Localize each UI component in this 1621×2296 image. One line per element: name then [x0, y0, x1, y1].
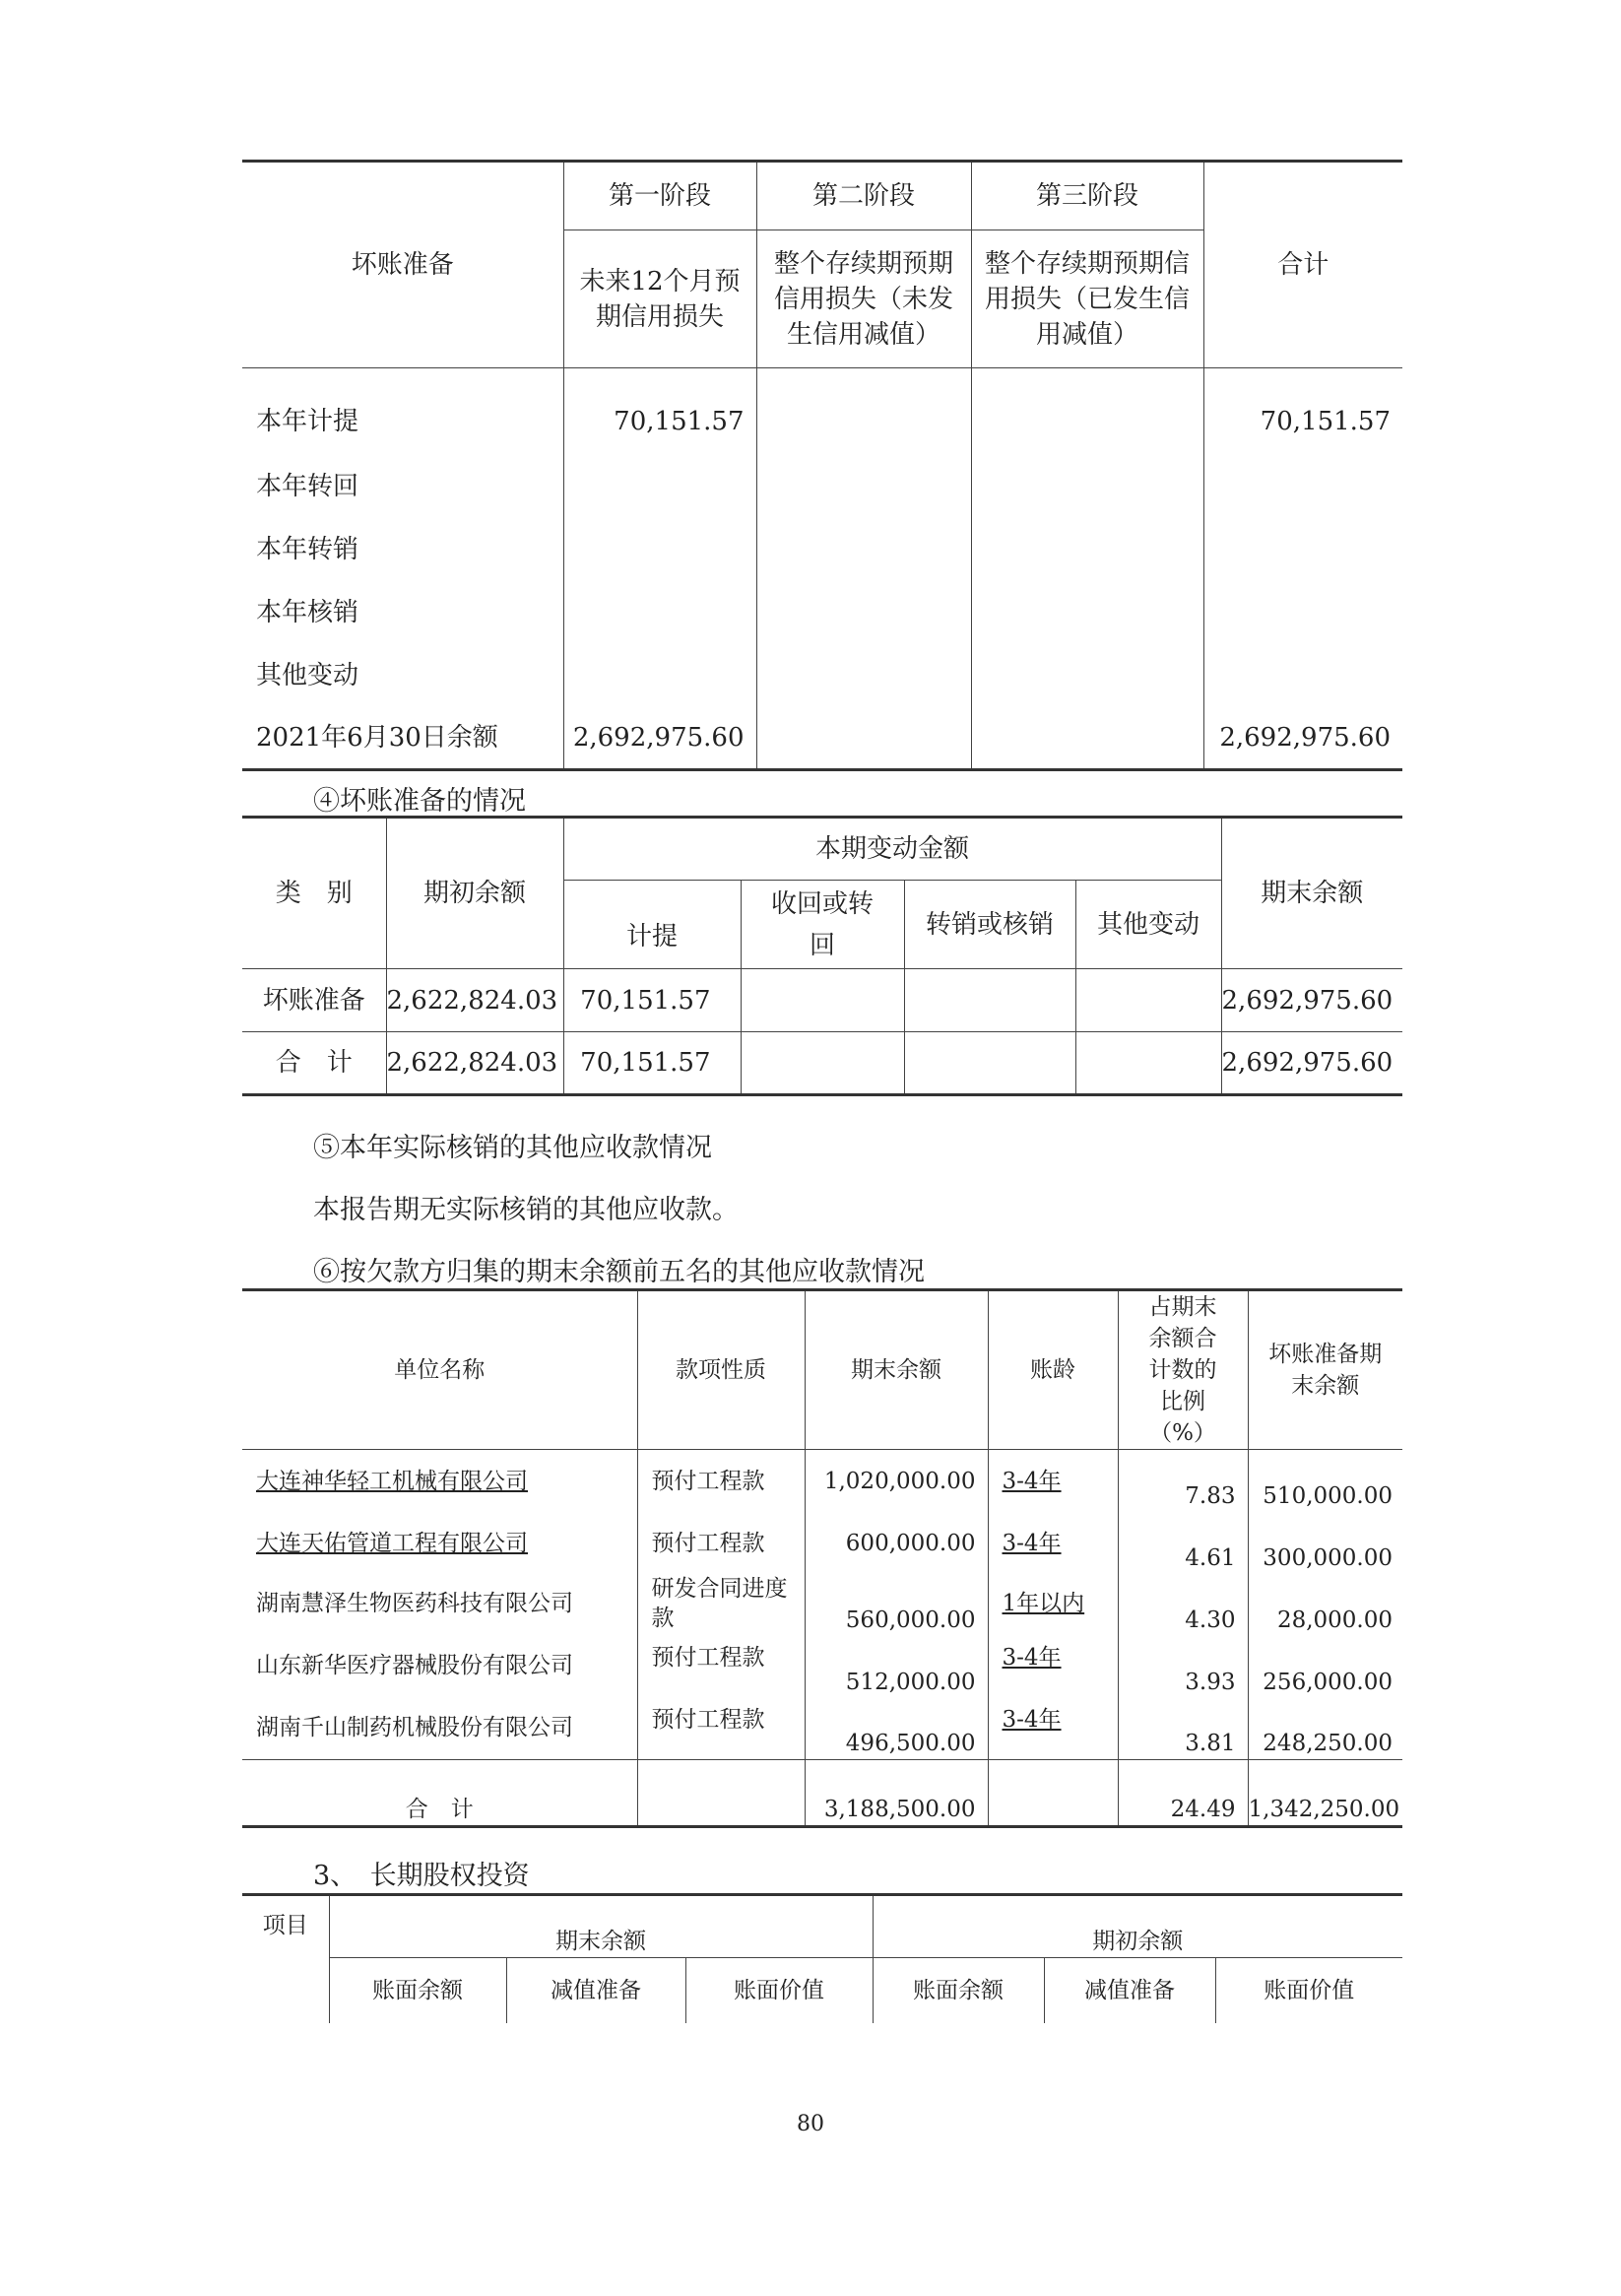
cell-ratio: 4.30	[1118, 1574, 1248, 1636]
cell-nature: 预付工程款	[637, 1512, 805, 1574]
cell-s3	[971, 368, 1203, 455]
header-opening: 期初余额	[873, 1895, 1402, 1958]
header-other: 其他变动	[1075, 881, 1221, 969]
cell-nature: 研发合同进度款	[637, 1574, 805, 1636]
cell-name: 湖南千山制药机械股份有限公司	[242, 1698, 637, 1760]
total-balance: 3,188,500.00	[805, 1760, 988, 1827]
header-stage1: 第一阶段	[563, 162, 756, 230]
cell-provision: 248,250.00	[1263, 1731, 1393, 1756]
cell-ratio: 7.83	[1118, 1450, 1248, 1512]
cell-accrual: 70,151.57	[563, 1032, 741, 1095]
cell-aging: 1年以内	[988, 1574, 1118, 1636]
cell-recovery	[741, 1032, 904, 1095]
header-stage3: 第三阶段	[971, 162, 1203, 230]
cell-balance: 560,000.00	[805, 1574, 988, 1636]
cell-name: 湖南慧泽生物医药科技有限公司	[242, 1574, 637, 1636]
header-opening-impairment: 减值准备	[1044, 1958, 1215, 2023]
cell-recovery	[741, 969, 904, 1032]
header-opening-book-balance: 账面余额	[873, 1958, 1044, 2023]
cell-s2	[756, 455, 971, 518]
page-number: 80	[797, 2112, 824, 2136]
header-writeoff: 转销或核销	[904, 881, 1075, 969]
cell-name: 大连神华轻工机械有限公司	[242, 1450, 637, 1512]
cell-s1	[563, 644, 756, 707]
cell-ratio: 3.81	[1118, 1698, 1248, 1760]
cell-s3	[971, 455, 1203, 518]
cell-total: 2,692,975.60	[1219, 722, 1391, 753]
cell-s2	[756, 707, 971, 770]
cell-writeoff	[904, 1032, 1075, 1095]
cell-aging: 3-4年	[988, 1636, 1118, 1698]
section3-title: 3、 长期股权投资	[313, 1861, 530, 1891]
cell-balance: 496,500.00	[805, 1698, 988, 1760]
cell-accrual: 70,151.57	[563, 969, 741, 1032]
cell-name: 山东新华医疗器械股份有限公司	[242, 1636, 637, 1698]
row-label: 本年计提	[242, 368, 563, 455]
header-item: 项目	[242, 1895, 329, 2023]
section6-title: ⑥按欠款方归集的期末余额前五名的其他应收款情况	[313, 1257, 925, 1287]
cell-aging: 3-4年	[988, 1698, 1118, 1760]
cell-s3	[971, 644, 1203, 707]
cell-s2	[756, 581, 971, 644]
cell-balance: 600,000.00	[805, 1512, 988, 1574]
total-nature	[637, 1760, 805, 1827]
cell-closing: 2,692,975.60	[1221, 985, 1394, 1016]
cell-nature: 预付工程款	[637, 1698, 805, 1760]
header-category: 类 别	[242, 818, 386, 969]
header-provision: 坏账准备期末余额	[1268, 1342, 1383, 1399]
cell-s3	[971, 518, 1203, 581]
header-balance: 期末余额	[805, 1290, 988, 1450]
cell-opening: 2,622,824.03	[386, 969, 563, 1032]
cell-name: 大连天佑管道工程有限公司	[242, 1512, 637, 1574]
cell-total	[1203, 455, 1402, 518]
header-aging: 账龄	[988, 1290, 1118, 1450]
header-closing-book-balance: 账面余额	[329, 1958, 506, 2023]
cell-s1: 2,692,975.60	[563, 707, 756, 770]
cell-opening: 2,622,824.03	[386, 1032, 563, 1095]
header-label: 坏账准备	[242, 162, 563, 368]
row-category: 合 计	[242, 1032, 386, 1095]
cell-total: 70,151.57	[1260, 406, 1391, 436]
header-closing-impairment: 减值准备	[506, 1958, 685, 2023]
bad-debt-change-table	[242, 816, 1402, 1096]
row-label: 本年核销	[242, 581, 563, 644]
cell-aging: 3-4年	[988, 1450, 1118, 1512]
header-stage3-desc: 整个存续期预期信用损失（已发生信用减值）	[971, 230, 1203, 368]
header-opening-book-value: 账面价值	[1264, 1977, 1355, 2003]
cell-s3	[971, 707, 1203, 770]
header-stage2: 第二阶段	[756, 162, 971, 230]
cell-provision: 510,000.00	[1263, 1482, 1393, 1509]
header-closing-book-value: 账面价值	[685, 1958, 873, 2023]
header-closing: 期末余额	[1221, 818, 1402, 969]
bad-debt-stage-table	[242, 160, 1402, 771]
header-name: 单位名称	[242, 1290, 637, 1450]
row-label: 其他变动	[242, 644, 563, 707]
cell-s2	[756, 368, 971, 455]
cell-provision: 300,000.00	[1263, 1544, 1393, 1571]
cell-s2	[756, 518, 971, 581]
cell-aging: 3-4年	[988, 1512, 1118, 1574]
cell-provision: 28,000.00	[1276, 1607, 1393, 1633]
cell-closing: 2,692,975.60	[1221, 1048, 1394, 1078]
cell-total	[1203, 518, 1402, 581]
cell-s1	[563, 581, 756, 644]
header-accrual: 计提	[563, 881, 741, 969]
cell-nature: 预付工程款	[637, 1450, 805, 1512]
header-stage2-desc: 整个存续期预期信用损失（未发生信用减值）	[756, 230, 971, 368]
header-change: 本期变动金额	[563, 818, 1221, 881]
long-term-equity-table	[242, 1893, 1402, 2023]
cell-s3	[971, 581, 1203, 644]
header-ratio: 占期末余额合计数的比例（%）	[1118, 1290, 1248, 1450]
row-category: 坏账准备	[242, 969, 386, 1032]
cell-total	[1203, 581, 1402, 644]
total-provision: 1,342,250.00	[1248, 1797, 1400, 1822]
row-label: 本年转回	[242, 455, 563, 518]
header-total: 合计	[1203, 162, 1402, 368]
section5-title: ⑤本年实际核销的其他应收款情况	[313, 1133, 712, 1163]
header-closing: 期末余额	[329, 1895, 873, 1958]
cell-nature: 预付工程款	[637, 1636, 805, 1698]
cell-other	[1075, 969, 1221, 1032]
header-opening: 期初余额	[386, 818, 563, 969]
header-nature: 款项性质	[637, 1290, 805, 1450]
row-label: 2021年6月30日余额	[242, 707, 563, 770]
cell-balance: 1,020,000.00	[805, 1450, 988, 1512]
cell-writeoff	[904, 969, 1075, 1032]
top-five-receivables-table	[242, 1288, 1402, 1828]
total-aging	[988, 1760, 1118, 1827]
total-label: 合 计	[242, 1760, 637, 1827]
total-ratio: 24.49	[1118, 1760, 1248, 1827]
cell-s1	[563, 455, 756, 518]
header-stage1-desc: 未来12个月预期信用损失	[563, 230, 756, 368]
cell-s1: 70,151.57	[563, 368, 756, 455]
header-recovery: 收回或转回	[741, 881, 904, 969]
section4-title: ④坏账准备的情况	[313, 786, 526, 817]
cell-provision: 256,000.00	[1263, 1669, 1393, 1695]
cell-balance: 512,000.00	[805, 1636, 988, 1698]
section5-text: 本报告期无实际核销的其他应收款。	[313, 1195, 739, 1225]
cell-ratio: 4.61	[1118, 1512, 1248, 1574]
cell-other	[1075, 1032, 1221, 1095]
cell-s2	[756, 644, 971, 707]
cell-s1	[563, 518, 756, 581]
cell-total	[1203, 644, 1402, 707]
cell-ratio: 3.93	[1118, 1636, 1248, 1698]
row-label: 本年转销	[242, 518, 563, 581]
